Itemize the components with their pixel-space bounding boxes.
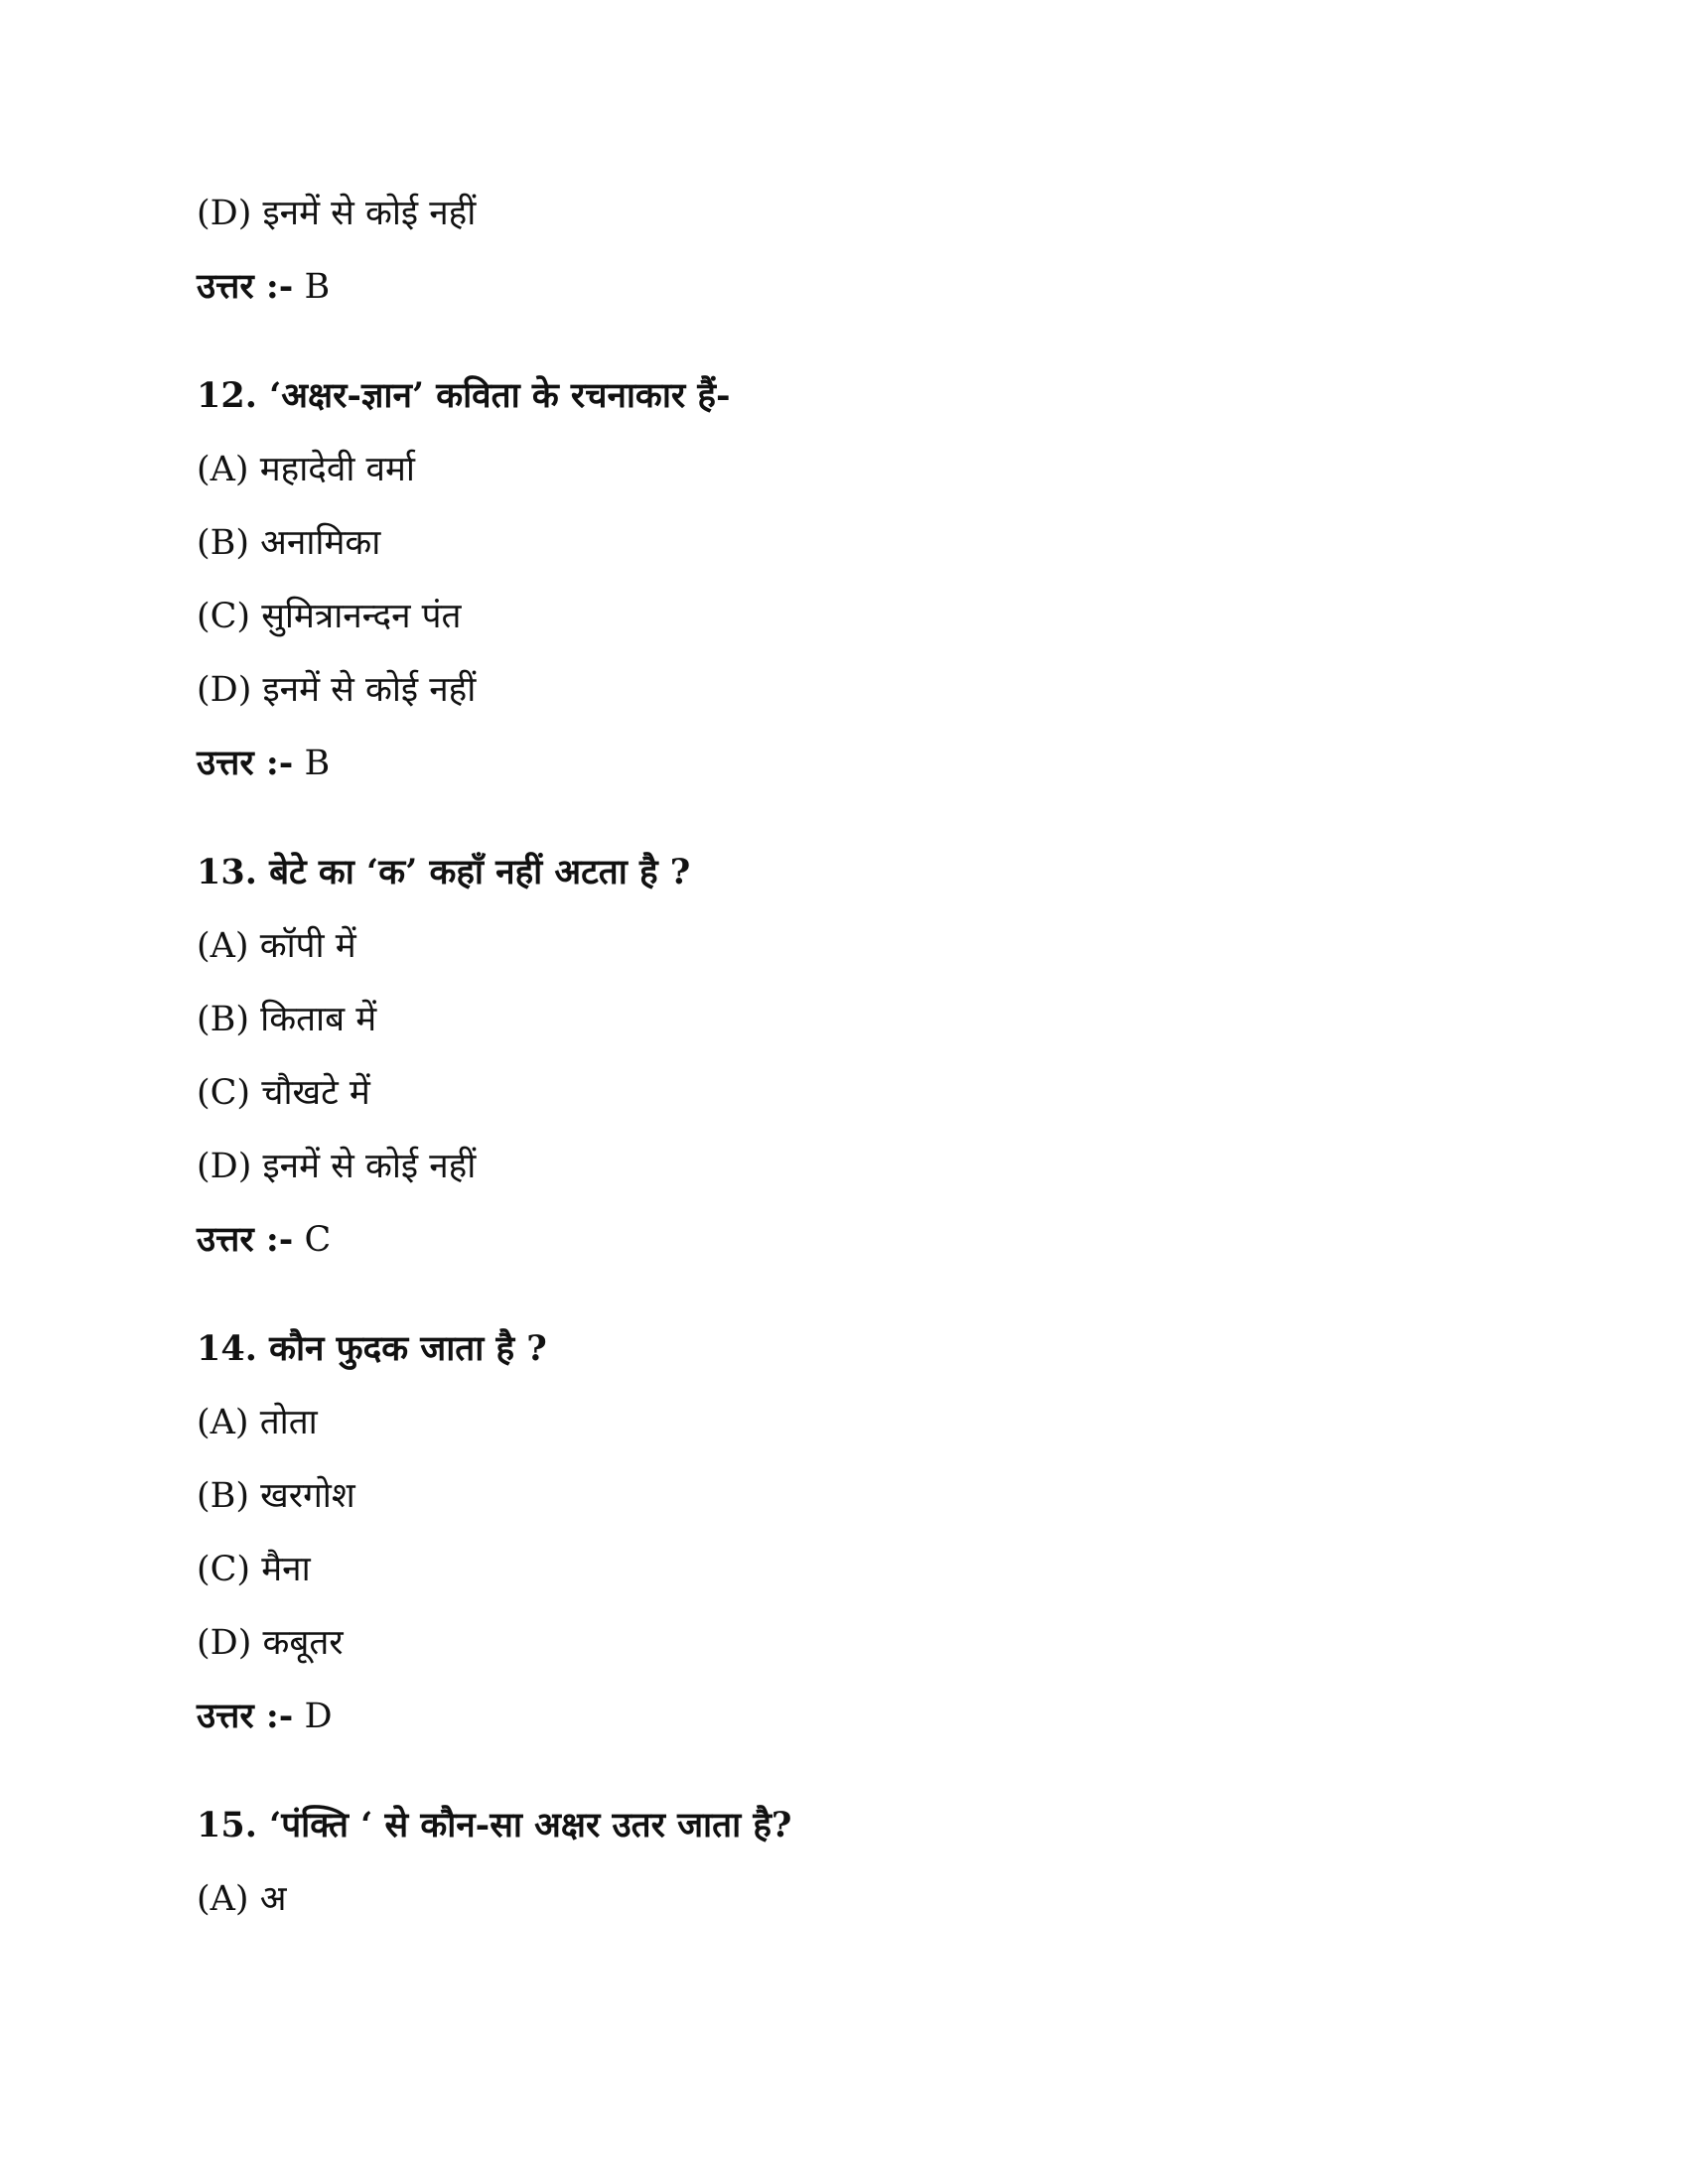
option-a: (A) तोता [197, 1403, 318, 1442]
option-a: (A) कॉपी में [197, 926, 356, 966]
option-c: (C) मैना [197, 1550, 311, 1589]
option-b: (B) खरगोश [197, 1476, 355, 1516]
option-b: (B) किताब में [197, 1000, 377, 1039]
option-d: (D) इनमें से कोई नहीं [197, 194, 477, 233]
question-15 [197, 1801, 1487, 1924]
option-d: (D) कबूतर [197, 1623, 344, 1663]
answer-line [197, 1692, 1487, 1741]
option-a: (A) अ [197, 1879, 287, 1919]
question-12 [197, 371, 1487, 788]
answer-label: उत्तर :- [197, 743, 294, 783]
answer-line [197, 739, 1487, 788]
question-text: 12. ‘अक्षर-ज्ञान’ कविता के रचनाकार हैं- [197, 375, 731, 416]
answer-value: B [304, 267, 331, 307]
option-d: (D) इनमें से कोई नहीं [197, 670, 477, 710]
answer-value: D [304, 1697, 333, 1736]
answer-label: उत्तर :- [197, 266, 294, 307]
question-text: 14. कौन फुदक जाता है ? [197, 1328, 547, 1369]
answer-value: B [304, 744, 331, 783]
question-text: 15. ‘पंक्ति ‘ से कौन-सा अक्षर उतर जाता है? [197, 1805, 792, 1845]
quiz-page [197, 189, 1487, 1948]
option-b: (B) अनामिका [197, 523, 381, 563]
answer-value: C [304, 1220, 332, 1260]
option-c: (C) चौखटे में [197, 1073, 370, 1113]
option-d: (D) इनमें से कोई नहीं [197, 1147, 477, 1186]
question-14 [197, 1324, 1487, 1741]
answer-line [197, 262, 1487, 312]
answer-label: उत्तर :- [197, 1696, 294, 1736]
answer-line [197, 1215, 1487, 1265]
answer-label: उत्तर :- [197, 1219, 294, 1260]
question-text: 13. बेटे का ‘क’ कहाँ नहीं अटता है ? [197, 852, 691, 892]
question-11-fragment [197, 189, 1487, 312]
option-c: (C) सुमित्रानन्दन पंत [197, 597, 462, 636]
question-13 [197, 848, 1487, 1265]
option-a: (A) महादेवी वर्मा [197, 450, 415, 489]
